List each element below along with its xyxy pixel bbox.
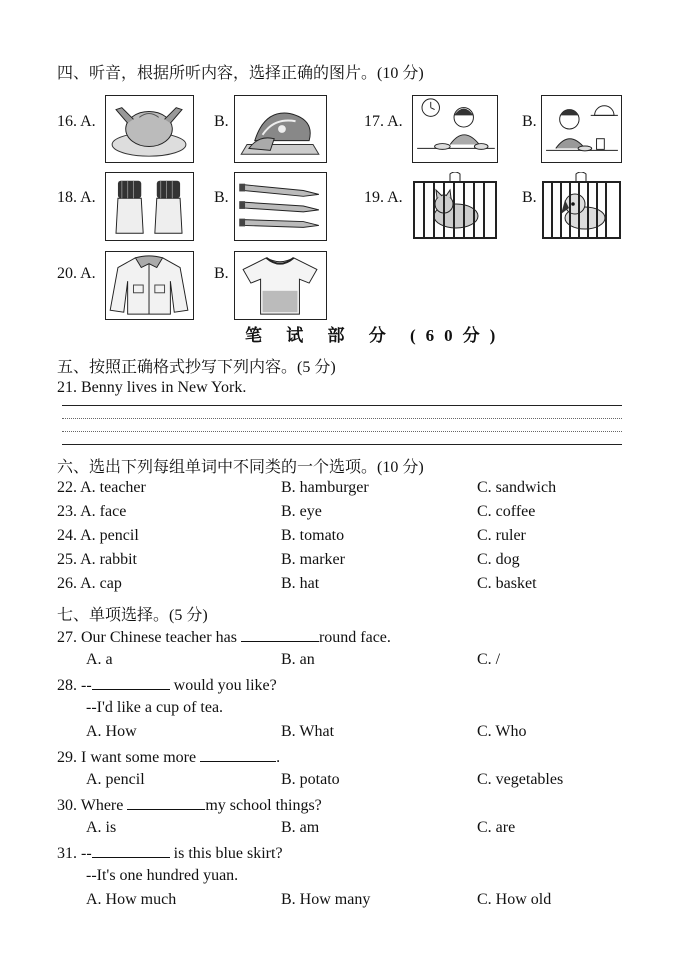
q18-label-a: 18. A. — [57, 189, 96, 206]
q19-label-b: B. — [522, 189, 537, 206]
q27-stem — [57, 627, 391, 647]
q29-option-b[interactable]: B. potato — [281, 771, 340, 788]
q31-stem-pre: 31. -- — [57, 845, 92, 862]
q16-label-b: B. — [214, 113, 229, 130]
written-section-title: 笔 试 部 分 (60分) — [245, 326, 506, 345]
q17-label-b: B. — [522, 113, 537, 130]
q31-stem — [57, 843, 283, 863]
writing-line-bottom — [62, 444, 622, 445]
q27-stem-post: round face. — [318, 629, 391, 646]
q27-blank[interactable] — [241, 627, 319, 642]
q29-option-c[interactable]: C. vegetables — [477, 771, 564, 788]
section6-heading: 六、选出下列每组单词中不同类的一个选项。(10 分) — [57, 459, 424, 476]
boy-eating-breakfast-icon[interactable] — [541, 95, 622, 163]
dog-in-cage-icon[interactable] — [541, 172, 622, 241]
q30-option-a[interactable]: A. is — [86, 819, 117, 836]
q28-option-a[interactable]: A. How — [86, 723, 137, 740]
q26-option-b: B. hat — [281, 575, 320, 592]
q26-option-c: C. basket — [477, 575, 537, 592]
q24-option-b: B. tomato — [281, 527, 345, 544]
q20-label-b: B. — [214, 265, 229, 282]
q16-label-a: 16. A. — [57, 113, 96, 130]
meat-slices-icon[interactable] — [234, 95, 327, 163]
q30-stem — [57, 795, 322, 815]
q19-label-a: 19. A. — [364, 189, 403, 206]
q29-blank[interactable] — [200, 747, 276, 762]
t-shirt-icon[interactable] — [234, 251, 327, 320]
q28-stem — [57, 675, 277, 695]
q24-option-c: C. ruler — [477, 527, 526, 544]
q30-blank[interactable] — [127, 795, 205, 810]
q25-option-b: B. marker — [281, 551, 345, 568]
q28-reply: --I'd like a cup of tea. — [86, 699, 224, 716]
q18-label-b: B. — [214, 189, 229, 206]
q23-option-a: 23. A. face — [57, 503, 127, 520]
jacket-icon[interactable] — [105, 251, 194, 320]
cat-in-cage-icon[interactable] — [412, 172, 498, 241]
section4-heading: 四、听音，根据所听内容，选择正确的图片。(10 分) — [57, 65, 424, 82]
q31-blank[interactable] — [92, 843, 170, 858]
roast-chicken-icon[interactable] — [105, 95, 194, 163]
salt-pepper-shakers-icon[interactable] — [105, 172, 194, 241]
q29-option-a[interactable]: A. pencil — [86, 771, 145, 788]
q27-stem-pre: 27. Our Chinese teacher has — [57, 629, 241, 646]
q27-option-a[interactable]: A. a — [86, 651, 113, 668]
writing-line-top — [62, 405, 622, 406]
q28-stem-post: would you like? — [169, 677, 277, 694]
q31-option-c[interactable]: C. How old — [477, 891, 552, 908]
q22-option-b: B. hamburger — [281, 479, 369, 496]
q27-option-b[interactable]: B. an — [281, 651, 315, 668]
q30-option-b[interactable]: B. am — [281, 819, 320, 836]
q17-label-a: 17. A. — [364, 113, 403, 130]
q22-option-a: 22. A. teacher — [57, 479, 146, 496]
girl-eating-dinner-icon[interactable] — [412, 95, 498, 163]
pencils-icon[interactable] — [234, 172, 327, 241]
q23-option-b: B. eye — [281, 503, 322, 520]
q20-label-a: 20. A. — [57, 265, 96, 282]
q30-stem-post: my school things? — [205, 797, 322, 814]
q30-option-c[interactable]: C. are — [477, 819, 516, 836]
q23-option-c: C. coffee — [477, 503, 536, 520]
q31-stem-post: is this blue skirt? — [169, 845, 283, 862]
q29-stem-post: . — [276, 749, 281, 766]
q26-option-a: 26. A. cap — [57, 575, 122, 592]
q31-reply: --It's one hundred yuan. — [86, 867, 239, 884]
writing-line-dotted-1 — [62, 418, 622, 419]
q29-stem-pre: 29. I want some more — [57, 749, 201, 766]
q25-option-a: 25. A. rabbit — [57, 551, 137, 568]
q21-text: 21. Benny lives in New York. — [57, 379, 247, 396]
q27-option-c[interactable]: C. / — [477, 651, 501, 668]
section5-heading: 五、按照正确格式抄写下列内容。(5 分) — [57, 359, 336, 376]
q24-option-a: 24. A. pencil — [57, 527, 139, 544]
section7-heading: 七、单项选择。(5 分) — [57, 607, 208, 624]
writing-line-dotted-2 — [62, 431, 622, 432]
q28-option-c[interactable]: C. Who — [477, 723, 527, 740]
q28-blank[interactable] — [92, 675, 170, 690]
q31-option-b[interactable]: B. How many — [281, 891, 371, 908]
q31-option-a[interactable]: A. How much — [86, 891, 177, 908]
q30-stem-pre: 30. Where — [57, 797, 128, 814]
q25-option-c: C. dog — [477, 551, 520, 568]
q29-stem — [57, 747, 280, 767]
q22-option-c: C. sandwich — [477, 479, 557, 496]
q28-option-b[interactable]: B. What — [281, 723, 335, 740]
q28-stem-pre: 28. -- — [57, 677, 92, 694]
